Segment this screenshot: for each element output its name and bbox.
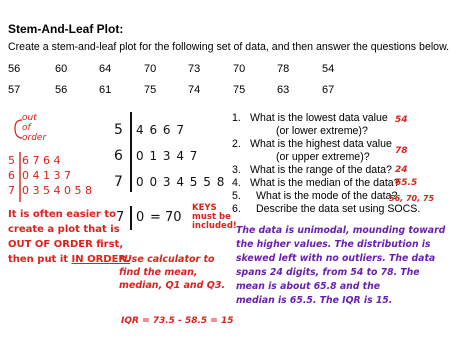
answer-4: 65.5 bbox=[395, 178, 418, 188]
question-item-cont: (or upper extreme)? bbox=[276, 151, 370, 163]
data-value: 75 bbox=[144, 84, 157, 96]
socs-line: median is 65.5. The IQR is 15. bbox=[236, 295, 393, 306]
socs-description bbox=[236, 224, 445, 308]
tip-line: It is often easier to bbox=[8, 209, 116, 220]
data-value: 57 bbox=[8, 84, 21, 96]
plot-row: 5 6 7 6 4 bbox=[8, 154, 61, 167]
answer-3: 24 bbox=[395, 165, 408, 175]
data-value: 56 bbox=[55, 84, 68, 96]
plot-row: 5 4 6 6 7 bbox=[114, 122, 185, 138]
out-of-order-label bbox=[22, 113, 46, 143]
data-value: 61 bbox=[99, 84, 112, 96]
socs-line: spans 24 digits, from 54 to 78. The bbox=[236, 267, 420, 278]
data-value: 63 bbox=[277, 84, 290, 96]
tip-line: create a plot that is bbox=[8, 224, 120, 235]
data-value: 74 bbox=[188, 84, 201, 96]
instructions: Create a stem-and-leaf plot for the following set of data, and then answer the questions below. bbox=[8, 41, 450, 53]
label-word: out bbox=[22, 113, 37, 123]
tip-line: then put it IN ORDER. bbox=[8, 254, 131, 265]
out-of-order-bracket bbox=[12, 118, 24, 140]
data-value: 73 bbox=[188, 63, 201, 75]
ordered-plot bbox=[114, 117, 225, 195]
answer-1: 54 bbox=[395, 115, 408, 125]
plot-row: 7 0 3 5 4 0 5 8 bbox=[8, 184, 92, 197]
question-item: 2. What is the highest data value bbox=[232, 138, 392, 150]
socs-line: The data is unimodal, mounding toward bbox=[236, 225, 446, 236]
question-item: 1. What is the lowest data value bbox=[232, 112, 388, 124]
data-value: 70 bbox=[233, 63, 246, 75]
answer-2: 78 bbox=[395, 146, 408, 156]
data-value: 70 bbox=[144, 63, 157, 75]
data-value: 56 bbox=[8, 63, 21, 75]
data-value: 54 bbox=[322, 63, 335, 75]
keys-note bbox=[192, 204, 237, 231]
plot-row: 7 0 0 3 4 5 5 8 bbox=[114, 174, 226, 190]
socs-line: the higher values. The distribution is bbox=[236, 239, 431, 250]
key: 7 0 = 70 bbox=[116, 210, 182, 225]
tip-note bbox=[8, 207, 130, 267]
page-title: Stem-And-Leaf Plot: bbox=[8, 22, 124, 36]
plot-row: 6 0 1 3 4 7 bbox=[114, 148, 199, 164]
calculator-note bbox=[119, 253, 225, 292]
plot-row: 6 0 4 1 3 7 bbox=[8, 169, 71, 182]
calc-note-line: find the mean, bbox=[119, 267, 198, 278]
data-value: 64 bbox=[99, 63, 112, 75]
data-value: 60 bbox=[55, 63, 68, 75]
socs-line: mean is about 65.8 and the bbox=[236, 281, 381, 292]
question-item-cont: (or lower extreme)? bbox=[276, 125, 368, 137]
keys-note-line: KEYS bbox=[192, 203, 217, 213]
keys-note-line: included! bbox=[192, 221, 237, 231]
iqr-note: IQR = 73.5 - 58.5 = 15 bbox=[121, 316, 234, 326]
unordered-plot bbox=[8, 153, 92, 198]
data-value: 67 bbox=[322, 84, 335, 96]
question-item: 3. What is the range of the data? bbox=[232, 164, 392, 176]
question-item: 4. What is the median of the data? bbox=[232, 177, 400, 189]
socs-line: skewed left with no outliers. The data bbox=[236, 253, 436, 264]
data-value: 75 bbox=[233, 84, 246, 96]
question-item: 5. What is the mode of the data? bbox=[232, 190, 398, 202]
label-word: of bbox=[22, 123, 31, 133]
label-word: order bbox=[22, 133, 47, 143]
keys-note-line: must be bbox=[192, 212, 231, 222]
calc-note-line: median, Q1 and Q3. bbox=[119, 280, 226, 291]
answer-5: 56, 70, 75 bbox=[389, 194, 435, 203]
data-value: 78 bbox=[277, 63, 290, 75]
calc-note-line: *Use calculator to bbox=[119, 254, 215, 265]
question-item: 6. Describe the data set using SOCS. bbox=[232, 203, 421, 215]
tip-line: OUT OF ORDER first, bbox=[8, 239, 124, 250]
